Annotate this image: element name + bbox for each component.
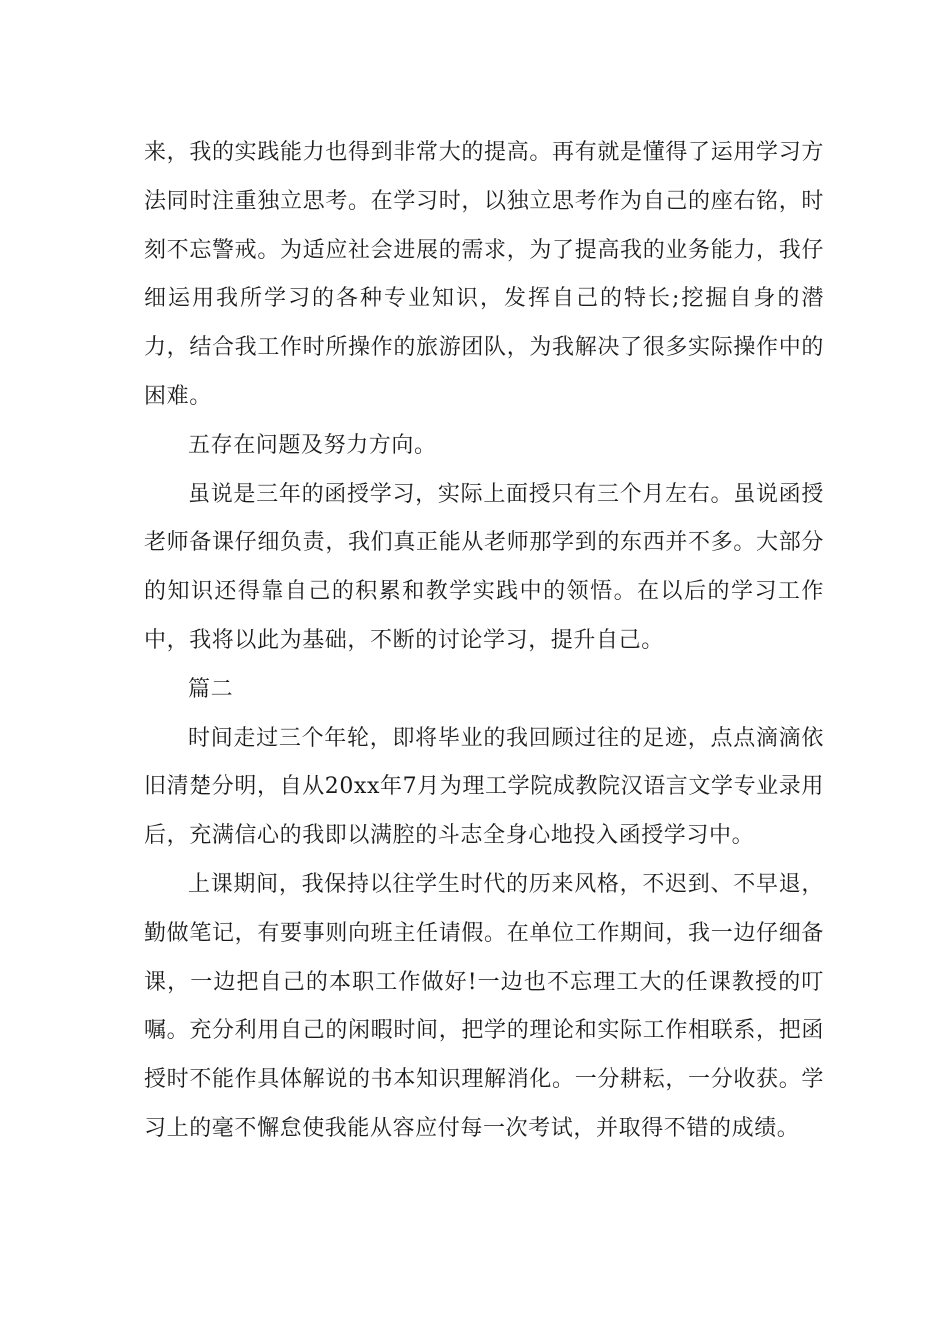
paragraph-class-period: 上课期间，我保持以往学生时代的历来风格，不迟到、不早退，勤做笔记，有要事则向班主任请假。在单位工作期间，我一边仔细备课，一边把自己的本职工作做好!一边也不忘理工大的任课教授的叮嘱。充分利用自己的闲暇时间，把学的理论和实际工作相联系，把函授时不能作具体解说的书本知识理解消化。一分耕耘，一分收获。学习上的毫不懈怠使我能从容应付每一次考试，并取得不错的成绩。 [144,871,824,1141]
paragraph-continuation: 来，我的实践能力也得到非常大的提高。再有就是懂得了运用学习方法同时注重独立思考。在学习时，以独立思考作为自己的座右铭，时刻不忘警戒。为适应社会进展的需求，为了提高我的业务能力，我仔细运用我所学习的各种专业知识，发挥自己的特长;挖掘自身的潜力，结合我工作时所操作的旅游团队，为我解决了很多实际操作中的困难。 [144,140,824,409]
document-body [144,129,824,1154]
section-heading-part-two: 篇二 [188,676,234,702]
paragraph-time-review: 时间走过三个年轮，即将毕业的我回顾过往的足迹，点点滴滴依旧清楚分明，自从20xx年7月为理工学院成教院汉语言文学专业录用后，充满信心的我即以满腔的斗志全身心地投入函授学习中。 [144,725,825,849]
section-heading-problems: 五存在问题及努力方向。 [188,432,437,458]
paragraph-problems: 虽说是三年的函授学习，实际上面授只有三个月左右。虽说函授老师备课仔细负责，我们真正能从老师那学到的东西并不多。大部分的知识还得靠自己的积累和教学实践中的领悟。在以后的学习工作中，我将以此为基础，不断的讨论学习，提升自己。 [144,481,824,653]
